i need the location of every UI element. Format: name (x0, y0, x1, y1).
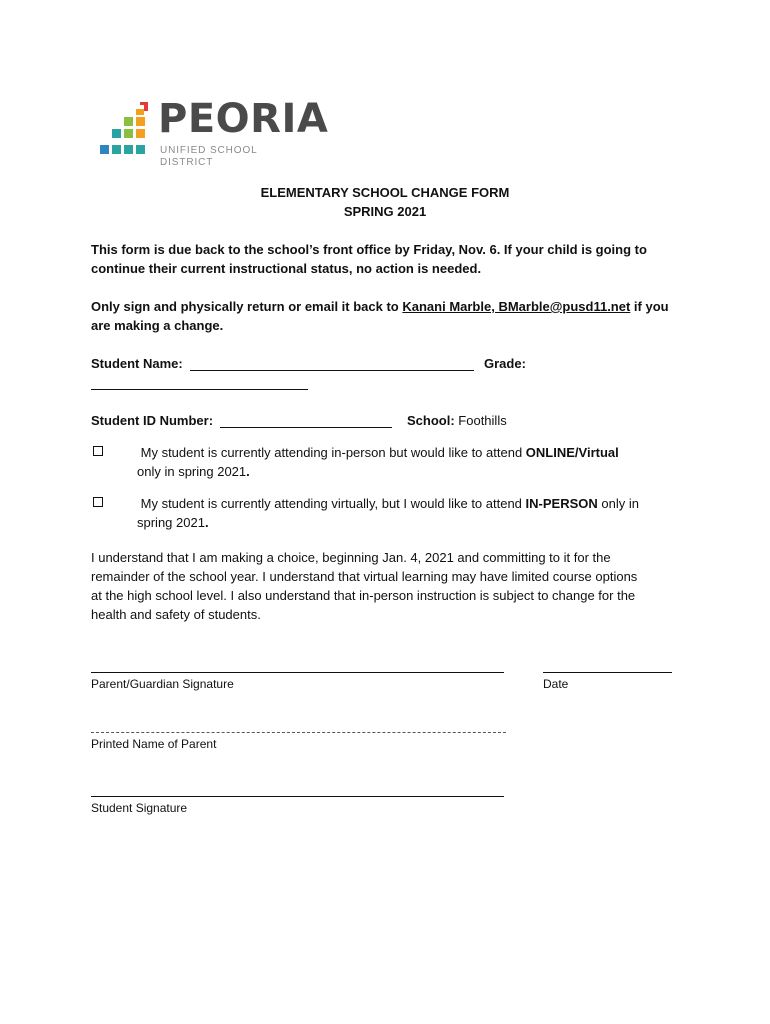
ack-line-3: at the high school level. I also understand that in-person instruction is subject to change for the (91, 588, 636, 603)
option-online-line-1: My student is currently attending in-person but would like to attend (140, 445, 526, 460)
option-in-person-bold: IN-PERSON (525, 496, 598, 511)
return-instructions (91, 297, 711, 335)
district-logo (96, 96, 329, 168)
option-in-person-text: My student is currently attending virtually, but I would like to attend IN-PERSON only in spring 2021. (137, 496, 639, 530)
option-online-bold: ONLINE/Virtual (525, 445, 619, 460)
logo-subtitle: UNIFIED SCHOOL DISTRICT (160, 145, 258, 168)
form-subtitle: SPRING 2021 (343, 204, 427, 219)
student-id-label: Student ID Number: (91, 413, 214, 428)
form-title: ELEMENTARY SCHOOL CHANGE FORM (260, 185, 510, 200)
option-online-checkbox[interactable] (93, 446, 103, 456)
logo-name: PEORIA (158, 96, 329, 142)
printed-name-field[interactable] (91, 732, 506, 733)
date-label: Date (543, 677, 569, 691)
option-online-line-2: only in spring 2021 (137, 464, 247, 479)
intro-line-2: continue their current instructional status, no action is needed. (91, 261, 482, 276)
return-text-end: if you (630, 299, 669, 314)
date-field[interactable] (543, 672, 672, 673)
school-row (407, 411, 507, 430)
intro-line-1: This form is due back to the school’s front office by Friday, Nov. 6. If your child is going to (91, 242, 647, 257)
ack-line-2: remainder of the school year. I understand that virtual learning may have limited course options (91, 569, 638, 584)
student-name-label: Student Name: (91, 356, 183, 371)
student-signature-label: Student Signature (91, 801, 188, 815)
parent-signature-field[interactable] (91, 672, 504, 673)
contact-email-link[interactable]: Kanani Marble, BMarble@pusd11.net (402, 299, 631, 314)
grade-field[interactable] (91, 389, 308, 390)
option-in-person-checkbox[interactable] (93, 497, 103, 507)
parent-signature-label: Parent/Guardian Signature (91, 677, 234, 691)
return-line-2: are making a change. (91, 318, 224, 333)
ack-line-4: health and safety of students. (91, 607, 261, 622)
printed-name-label: Printed Name of Parent (91, 737, 217, 751)
school-label: School: (407, 413, 455, 428)
option-online-text: My student is currently attending in-person but would like to attend ONLINE/Virtual only in spring 2021. (137, 445, 619, 479)
option-in-person-line-2: spring 2021 (137, 515, 205, 530)
return-text: Only sign and physically return or email it back to (91, 299, 403, 314)
grade-label: Grade: (484, 356, 526, 371)
student-name-field[interactable] (190, 370, 474, 371)
acknowledgement-paragraph (91, 548, 691, 624)
school-value: Foothills (458, 413, 507, 428)
logo-mark-icon (96, 100, 152, 156)
option-in-person-line-1: My student is currently attending virtually, but I would like to attend (140, 496, 526, 511)
intro-paragraph (91, 240, 711, 278)
student-id-field[interactable] (220, 427, 392, 428)
ack-line-1: I understand that I am making a choice, beginning Jan. 4, 2021 and committing to it for the (91, 550, 611, 565)
student-signature-field[interactable] (91, 796, 504, 797)
